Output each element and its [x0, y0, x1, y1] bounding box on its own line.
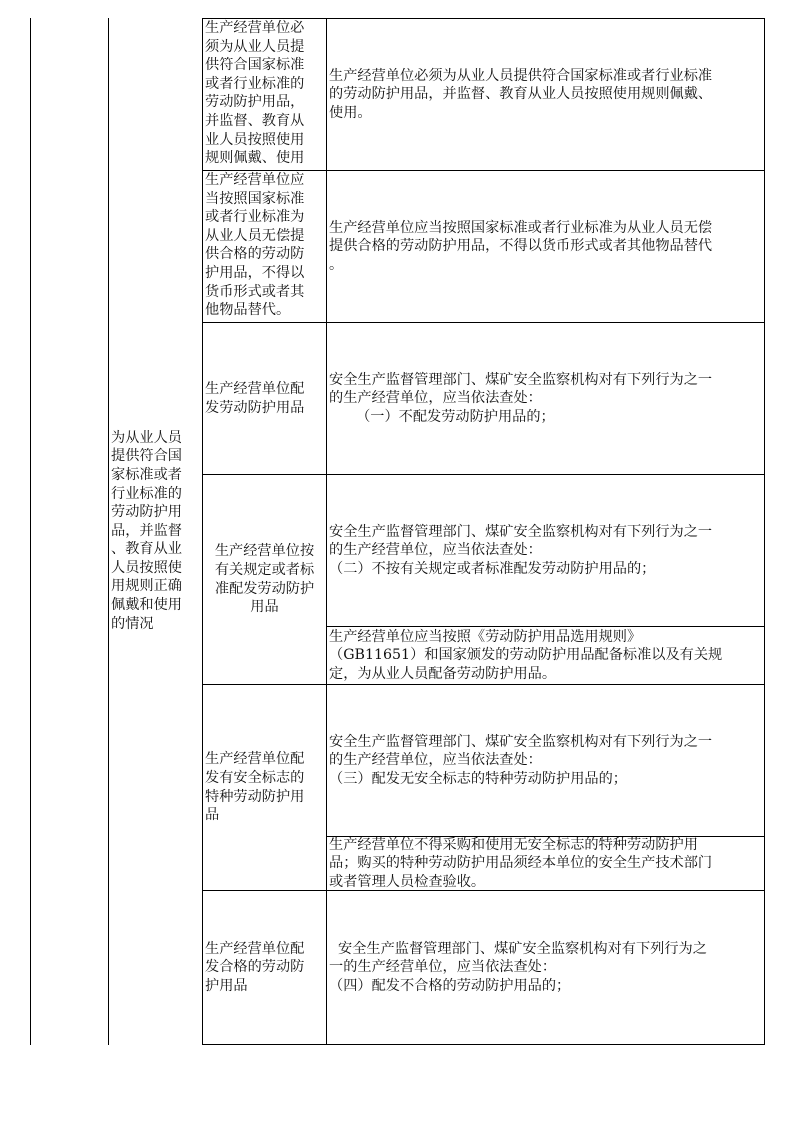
- item-cell: 生产经营单位应 当按照国家标准 或者行业标准为 从业人员无偿提 供合格的劳动防 护用品，不得以 货币形式或者其 他物品替代。: [202, 170, 327, 323]
- item-cell: 生产经营单位配 发有安全标志的 特种劳动防护用 品: [202, 684, 327, 891]
- basis-cell: 安全生产监督管理部门、煤矿安全监察机构对有下列行为之一 的生产经营单位，应当依法查处： （三）配发无安全标志的特种劳动防护用品的；: [326, 684, 765, 837]
- basis-cell: 生产经营单位不得采购和使用无安全标志的特种劳动防护用 品；购买的特种劳动防护用品须经本单位的安全生产技术部门 或者管理人员检查验收。: [326, 836, 765, 891]
- item-cell: 生产经营单位配 发劳动防护用品: [202, 322, 327, 475]
- basis-cell: 生产经营单位应当按照《劳动防护用品选用规则》 （GB11651）和国家颁发的劳动防护用品配备标准以及有关规 定，为从业人员配备劳动防护用品。: [326, 626, 765, 685]
- outer-left-border: [30, 18, 31, 1045]
- item-cell: 生产经营单位配 发合格的劳动防 护用品: [202, 890, 327, 1045]
- basis-cell: 安全生产监督管理部门、煤矿安全监察机构对有下列行为之一 的生产经营单位，应当依法查处： （二）不按有关规定或者标准配发劳动防护用品的；: [326, 474, 765, 627]
- category-cell: 为从业人员 提供符合国 家标准或者 行业标准的 劳动防护用 品，并监督 、教育从业 人员按照使 用规则正确 佩戴和使用 的情况: [111, 429, 182, 632]
- basis-cell: 安全生产监督管理部门、煤矿安全监察机构对有下列行为之 一的生产经营单位，应当依法查处： （四）配发不合格的劳动防护用品的；: [326, 890, 765, 1045]
- item-cell: 生产经营单位按 有关规定或者标 准配发劳动防护 用品: [202, 474, 327, 685]
- basis-cell: 生产经营单位应当按照国家标准或者行业标准为从业人员无偿 提供合格的劳动防护用品，不得以货币形式或者其他物品替代 。: [326, 170, 765, 323]
- basis-cell: 生产经营单位必须为从业人员提供符合国家标准或者行业标准 的劳动防护用品，并监督、教育从业人员按照使用规则佩戴、 使用。: [326, 18, 765, 171]
- item-cell: 生产经营单位必 须为从业人员提 供符合国家标准 或者行业标准的 劳动防护用品， 并监督、教育从 业人员按照使用 规则佩戴、使用: [202, 18, 327, 171]
- basis-cell: 安全生产监督管理部门、煤矿安全监察机构对有下列行为之一 的生产经营单位，应当依法查处： （一）不配发劳动防护用品的；: [326, 322, 765, 475]
